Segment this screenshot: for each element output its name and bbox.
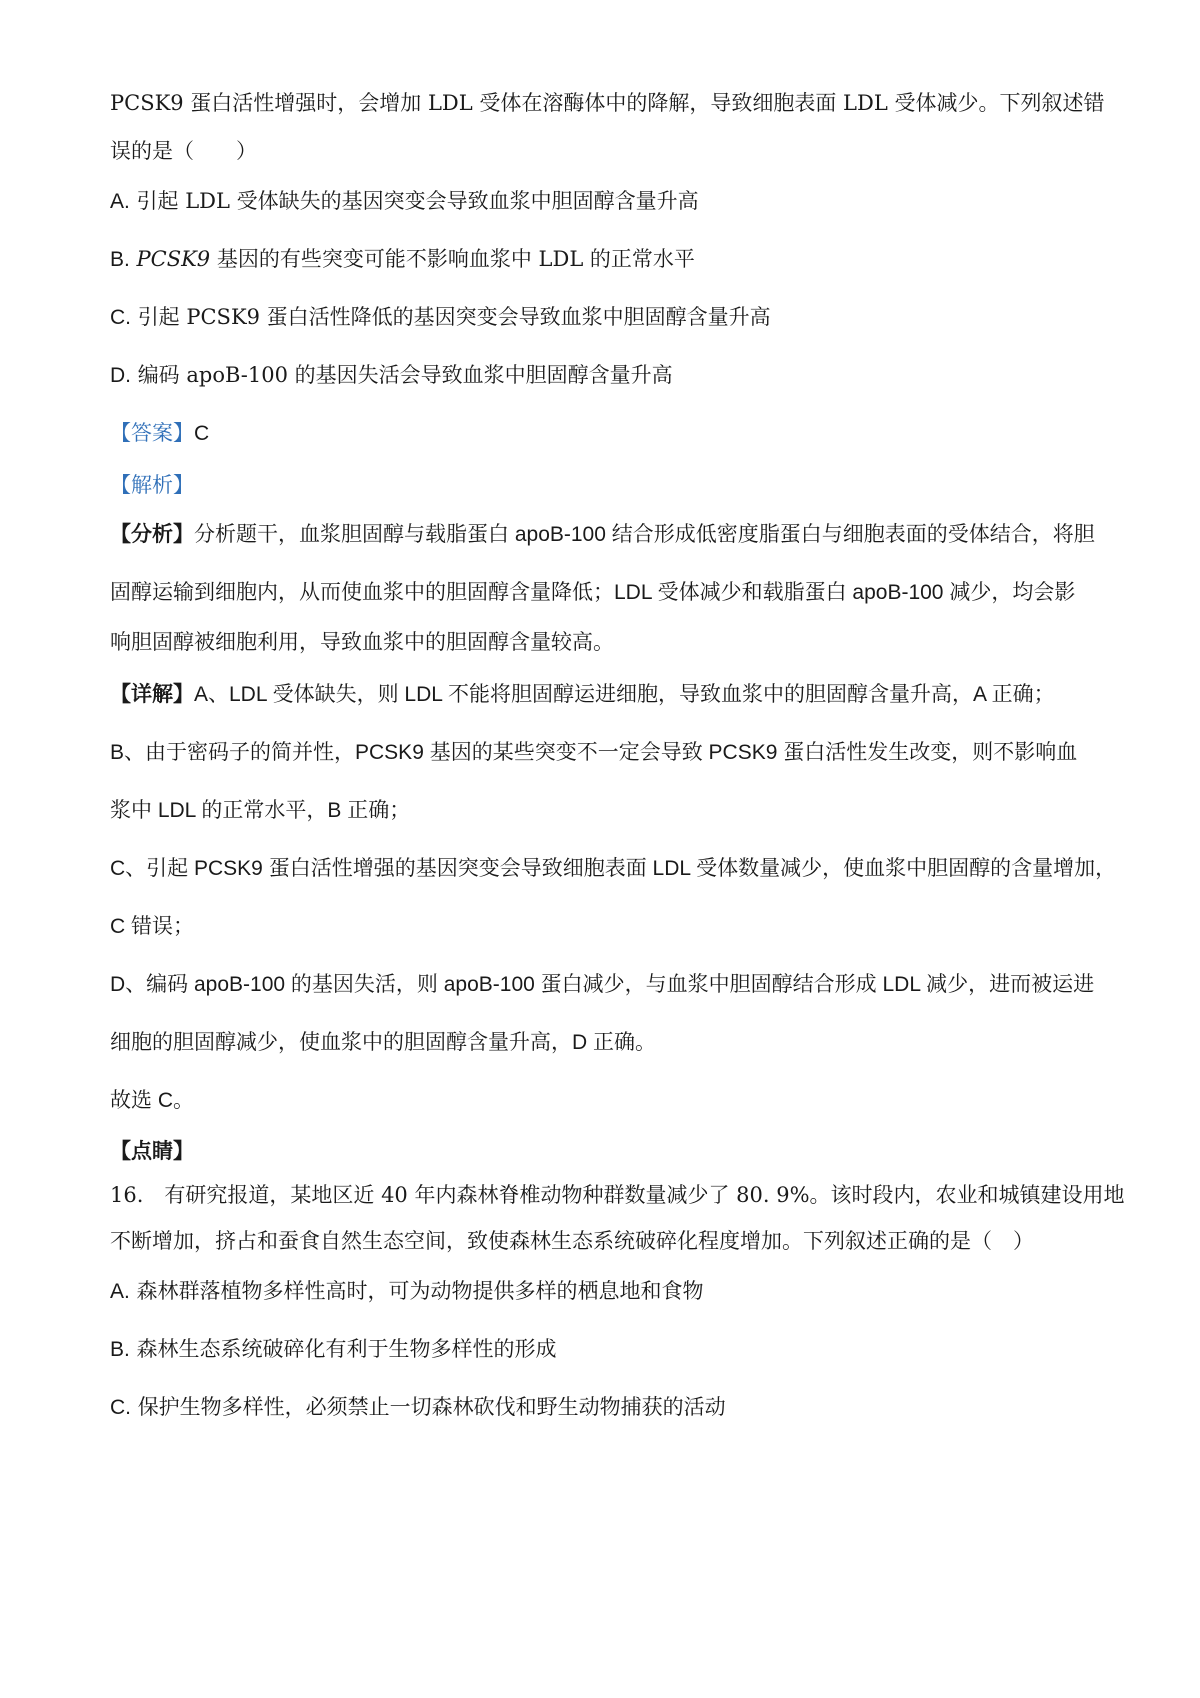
q15-option-c: [110, 302, 1100, 333]
option-text: 编码 apoB-100 的基因失活会导致血浆中胆固醇含量升高: [137, 363, 673, 387]
xiangjie-b2: 浆中 LDL 的正常水平，B 正确；: [110, 799, 411, 822]
option-text: 基因的有些突变可能不影响血浆中 LDL 的正常水平: [216, 247, 695, 271]
option-text: 森林生态系统破碎化有利于生物多样性的形成: [136, 1337, 557, 1361]
xiangjie-a-text: A、LDL 受体缺失，则 LDL 不能将胆固醇运进细胞，导致血浆中的胆固醇含量升高，A 正确；: [194, 683, 1055, 706]
xiangjie-tag: 【详解】: [110, 683, 194, 706]
fenxi-tag: 【分析】: [110, 523, 194, 546]
q15-stem-line1: PCSK9 蛋白活性增强时，会增加 LDL 受体在溶酶体中的降解，导致细胞表面 LDL 受体减少。下列叙述错: [110, 91, 1105, 115]
xiangjie-c2: C 错误；: [110, 915, 194, 938]
option-letter: C.: [110, 1396, 131, 1419]
xiangjie-b1: B、由于密码子的简并性，PCSK9 基因的某些突变不一定会导致 PCSK9 蛋白活性发生改变，则不影响血: [110, 741, 1078, 764]
option-letter: D.: [110, 364, 131, 387]
xiangjie-d2: 细胞的胆固醇减少，使血浆中的胆固醇含量升高，D 正确。: [110, 1031, 656, 1054]
conclusion: 故选 C。: [110, 1089, 194, 1112]
q16-stem-line2: 不断增加，挤占和蚕食自然生态空间，致使森林生态系统破碎化程度增加。下列叙述正确的是（ ）: [110, 1229, 1034, 1253]
q15-answer: [110, 418, 1100, 449]
option-text: 引起 LDL 受体缺失的基因突变会导致血浆中胆固醇含量升高: [136, 189, 699, 213]
xiangjie-a: [110, 680, 1100, 710]
xiangjie-d1: D、编码 apoB-100 的基因失活，则 apoB-100 蛋白减少，与血浆中胆固醇结合形成 LDL 减少，进而被运进: [110, 973, 1095, 996]
fenxi-line2: 固醇运输到细胞内，从而使血浆中的胆固醇含量降低；LDL 受体减少和载脂蛋白 apoB-100 减少，均会影: [110, 581, 1076, 604]
fenxi-line1: [110, 520, 1100, 550]
q15-option-a: [110, 186, 1100, 217]
option-text: 引起 PCSK9 蛋白活性降低的基因突变会导致血浆中胆固醇含量升高: [137, 305, 771, 329]
q15-stem-line2: 误的是（ ）: [110, 139, 257, 163]
q15-option-d: [110, 360, 1100, 391]
dianjing-tag: 【点睛】: [110, 1138, 194, 1163]
fenxi-text: 分析题干，血浆胆固醇与载脂蛋白 apoB-100 结合形成低密度脂蛋白与细胞表面的受体结合，将胆: [194, 523, 1095, 546]
option-letter: A.: [110, 1280, 130, 1303]
answer-tag: 【答案】: [110, 421, 194, 445]
q16-option-b: [110, 1334, 1100, 1365]
option-letter: A.: [110, 190, 130, 213]
xiangjie-c1: C、引起 PCSK9 蛋白活性增强的基因突变会导致细胞表面 LDL 受体数量减少，使血浆中胆固醇的含量增加，: [110, 857, 1117, 880]
option-text: 保护生物多样性，必须禁止一切森林砍伐和野生动物捕获的活动: [137, 1395, 726, 1419]
option-letter: B.: [110, 248, 130, 271]
fenxi-line3: 响胆固醇被细胞利用，导致血浆中的胆固醇含量较高。: [110, 631, 614, 654]
option-gene-name: PCSK9: [136, 247, 211, 271]
answer-value: C: [194, 422, 210, 445]
q16-stem-line1: 16. 有研究报道，某地区近 40 年内森林脊椎动物种群数量减少了 80. 9%。该时段内，农业和城镇建设用地: [110, 1183, 1125, 1207]
q16-option-c: [110, 1392, 1100, 1423]
analysis-tag: 【解析】: [110, 473, 194, 497]
q15-option-b: [110, 244, 1100, 275]
option-letter: B.: [110, 1338, 130, 1361]
option-letter: C.: [110, 306, 131, 329]
option-text: 森林群落植物多样性高时，可为动物提供多样的栖息地和食物: [136, 1279, 704, 1303]
q16-option-a: [110, 1276, 1100, 1307]
